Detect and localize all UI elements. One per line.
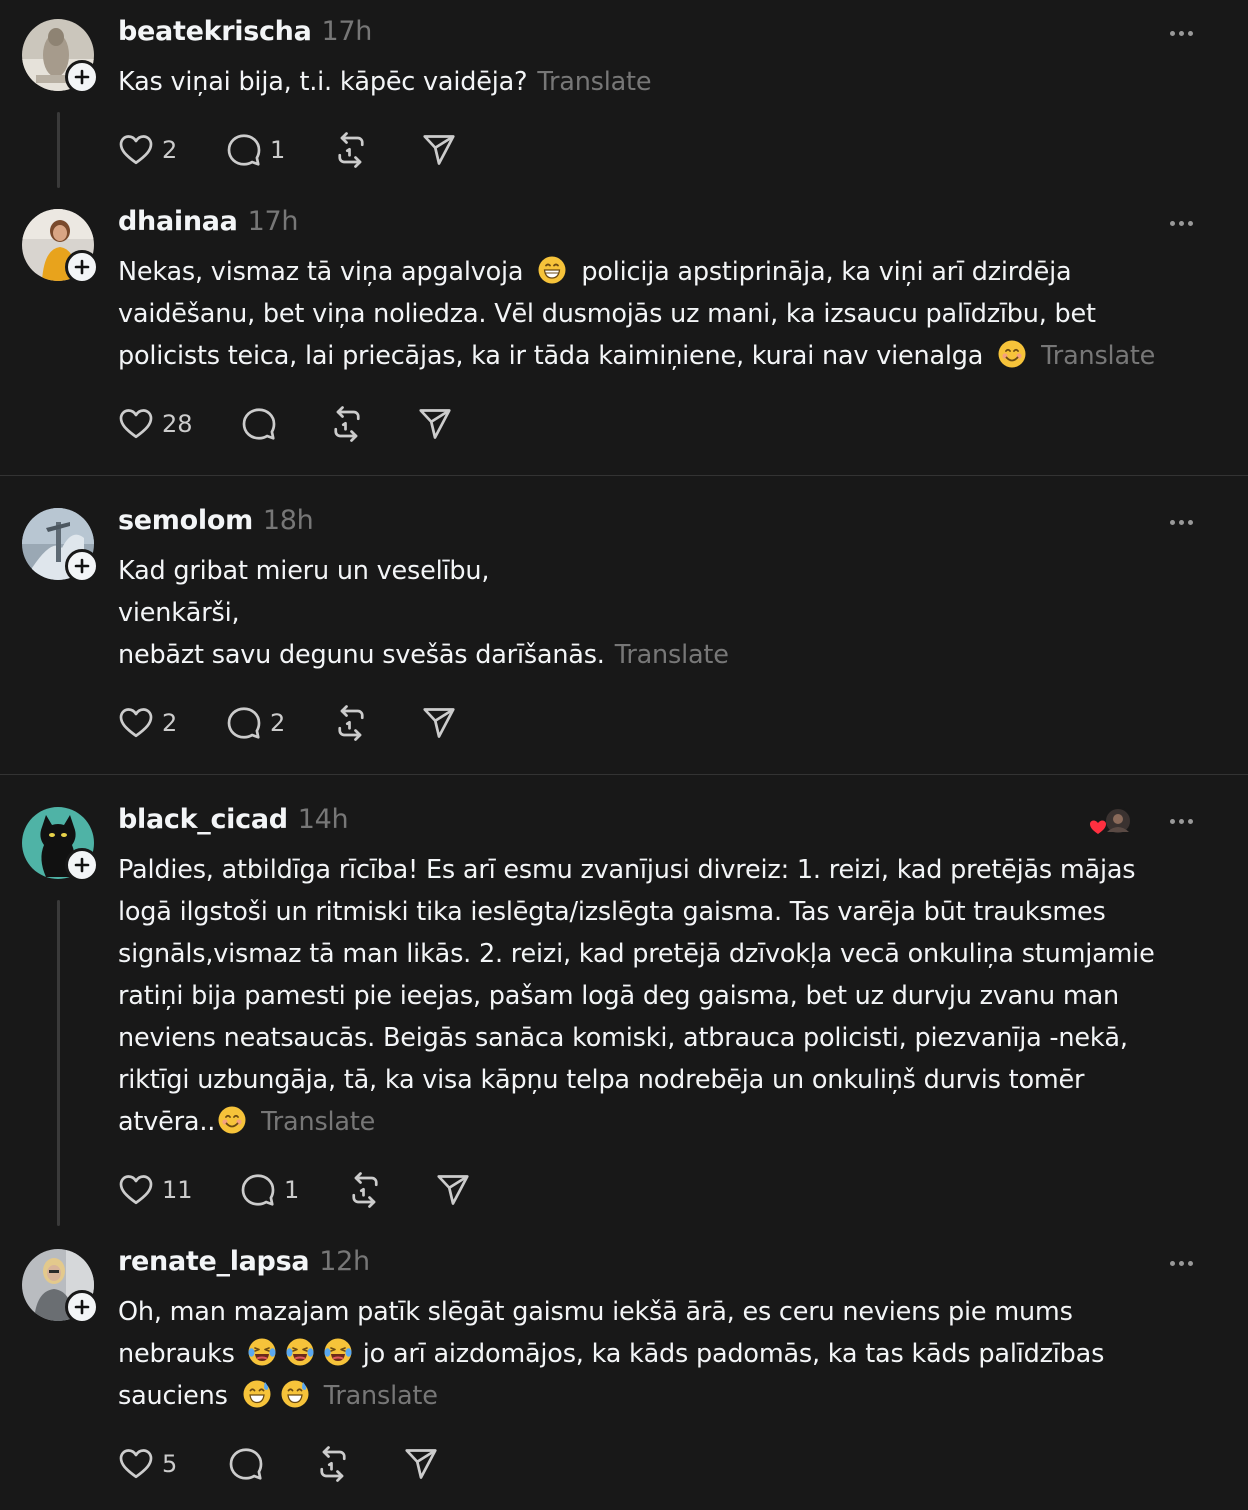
post-text-line: vaidēšanu, bet viņa noliedza. Vēl dusmojās uz mani, ka izsaucu palīdzību, bet [118, 299, 1096, 329]
post-text-line: logā ilgstoši un ritmiski tika ieslēgta/izslēgta gaisma. Tas varēja būt trauksmes [118, 897, 1106, 927]
divider [0, 475, 1248, 476]
post-time: 12h [319, 1246, 370, 1277]
heart-icon [118, 1172, 154, 1208]
joy-emoji-icon [247, 1337, 277, 1367]
username[interactable] [118, 16, 372, 47]
plus-icon [72, 257, 92, 277]
joy-emoji-icon [323, 1337, 353, 1367]
post-text-line: atvēra.. [118, 1107, 216, 1137]
post-time: 14h [297, 804, 349, 835]
repost-icon [333, 705, 369, 741]
like-button[interactable] [118, 130, 177, 170]
username-label[interactable]: beatekrischa [118, 16, 312, 47]
smiling-emoji-icon [997, 339, 1027, 369]
heart-icon [118, 132, 154, 168]
repost-icon [329, 406, 365, 442]
post-beatekrischa [0, 0, 1248, 190]
post-text [118, 1291, 1218, 1417]
plus-icon [72, 1297, 92, 1317]
post-black-cicad [0, 788, 1248, 1228]
like-count: 5 [162, 1450, 178, 1478]
username[interactable] [118, 505, 313, 536]
repost-button[interactable] [347, 1170, 383, 1210]
comment-icon [226, 132, 262, 168]
like-count: 28 [162, 410, 193, 438]
send-icon [421, 705, 457, 741]
plus-icon [72, 855, 92, 875]
reply-button[interactable] [226, 703, 285, 743]
heart-icon [1090, 821, 1106, 835]
repost-button[interactable] [329, 404, 365, 444]
post-text-line: vienkārši, [118, 598, 240, 628]
follow-button[interactable] [65, 549, 99, 583]
translate-link[interactable]: Translate [537, 67, 652, 97]
translate-link[interactable]: Translate [323, 1381, 438, 1411]
post-text-line: riktīgi uzbungāja, tā, ka visa kāpņu telpa nodrebēja un onkuliņš durvis tomēr [118, 1065, 1085, 1095]
post-text [118, 251, 1218, 377]
smiling-emoji-icon [217, 1105, 247, 1135]
reply-button[interactable] [228, 1444, 264, 1484]
post-text-line: ratiņi bija pamesti pie ieejas, pašam logā deg gaisma, bet uz durvju zvanu man [118, 981, 1119, 1011]
post-text [118, 849, 1218, 1143]
post-text-line: Oh, man mazajam patīk slēgāt gaismu iekšā ārā, es ceru neviens pie mums [118, 1297, 1073, 1327]
post-text-line: policija apstiprināja, ka viņi arī dzirdēja [581, 257, 1072, 287]
follow-button[interactable] [65, 60, 99, 94]
post-text-line: Nekas, vismaz tā viņa apgalvoja [118, 257, 524, 287]
post-dhainaa [0, 190, 1248, 475]
username-label[interactable]: renate_lapsa [118, 1246, 310, 1277]
post-text-line: sauciens [118, 1381, 228, 1411]
post-text [118, 61, 1218, 103]
post-text-line: jo arī aizdomājos, ka kāds padomās, ka tas kāds palīdzības [362, 1339, 1105, 1369]
reply-count: 2 [270, 709, 286, 737]
comment-icon [241, 406, 277, 442]
comment-icon [240, 1172, 276, 1208]
send-icon [435, 1172, 471, 1208]
repost-icon [347, 1172, 383, 1208]
translate-link[interactable]: Translate [261, 1107, 376, 1137]
like-count: 2 [162, 709, 178, 737]
translate-link[interactable]: Translate [614, 640, 729, 670]
share-button[interactable] [417, 404, 453, 444]
more-options-button[interactable] [1170, 817, 1198, 825]
grinning-emoji-icon [537, 255, 567, 285]
reply-count: 1 [270, 136, 286, 164]
more-options-button[interactable] [1170, 219, 1198, 227]
post-text-line: signāls,vismaz tā man likās. 2. reizi, kad pretējā dzīvokļa vecā onkuliņa stumjamie [118, 939, 1155, 969]
post-time: 17h [321, 16, 373, 47]
repost-button[interactable] [315, 1444, 351, 1484]
like-count: 11 [162, 1176, 193, 1204]
heart-icon [118, 705, 154, 741]
share-button[interactable] [421, 130, 457, 170]
reply-button[interactable] [241, 404, 277, 444]
reply-button[interactable] [240, 1170, 299, 1210]
post-text-line: Kas viņai bija, t.i. kāpēc vaidēja? [118, 67, 528, 97]
plus-icon [72, 556, 92, 576]
repost-button[interactable] [333, 130, 369, 170]
sweat-smile-emoji-icon [280, 1379, 310, 1409]
username-label[interactable]: dhainaa [118, 206, 238, 237]
like-button[interactable] [118, 404, 193, 444]
repost-icon [333, 132, 369, 168]
plus-icon [72, 67, 92, 87]
repost-icon [315, 1446, 351, 1482]
heart-icon [118, 406, 154, 442]
like-button[interactable] [118, 703, 177, 743]
post-renate-lapsa [0, 1230, 1248, 1510]
send-icon [421, 132, 457, 168]
follow-button[interactable] [65, 250, 99, 284]
post-text-line: nebrauks [118, 1339, 235, 1369]
username[interactable] [118, 206, 298, 237]
more-options-button[interactable] [1170, 29, 1198, 37]
username-label[interactable]: semolom [118, 505, 253, 536]
comment-icon [228, 1446, 264, 1482]
send-icon [403, 1446, 439, 1482]
post-text-line: Kad gribat mieru un veselību, [118, 556, 490, 586]
follow-button[interactable] [65, 848, 99, 882]
liked-by-avatars[interactable] [1088, 806, 1136, 838]
post-semolom [0, 489, 1248, 774]
share-button[interactable] [421, 703, 457, 743]
follow-button[interactable] [65, 1290, 99, 1324]
heart-icon [118, 1446, 154, 1482]
send-icon [417, 406, 453, 442]
post-text [118, 550, 1218, 676]
sweat-smile-emoji-icon [242, 1379, 272, 1409]
repost-button[interactable] [333, 703, 369, 743]
thread-line [57, 900, 60, 1226]
share-button[interactable] [403, 1444, 439, 1484]
post-text-line: Paldies, atbildīga rīcība! Es arī esmu zvanījusi divreiz: 1. reizi, kad pretējās mājas [118, 855, 1136, 885]
like-button[interactable] [118, 1170, 193, 1210]
username[interactable] [118, 1246, 370, 1277]
post-time: 18h [262, 505, 314, 536]
comment-icon [226, 705, 262, 741]
share-button[interactable] [435, 1170, 471, 1210]
more-options-button[interactable] [1170, 518, 1198, 526]
post-time: 17h [247, 206, 299, 237]
username[interactable] [118, 804, 348, 835]
like-count: 2 [162, 136, 178, 164]
reply-button[interactable] [226, 130, 285, 170]
username-label[interactable]: black_cicad [118, 804, 288, 835]
thread-line [57, 112, 60, 188]
reply-count: 1 [284, 1176, 300, 1204]
divider [0, 774, 1248, 775]
joy-emoji-icon [285, 1337, 315, 1367]
post-text-line: nebāzt savu degunu svešās darīšanās. [118, 640, 605, 670]
more-options-button[interactable] [1170, 1259, 1198, 1267]
like-button[interactable] [118, 1444, 177, 1484]
translate-link[interactable]: Translate [1041, 341, 1156, 371]
post-text-line: neviens neatsaucās. Beigās sanāca komiski, atbrauca policisti, piezvanīja -nekā, [118, 1023, 1128, 1053]
post-text-line: policists teica, lai priecājas, ka ir tāda kaimiņiene, kurai nav vienalga [118, 341, 984, 371]
